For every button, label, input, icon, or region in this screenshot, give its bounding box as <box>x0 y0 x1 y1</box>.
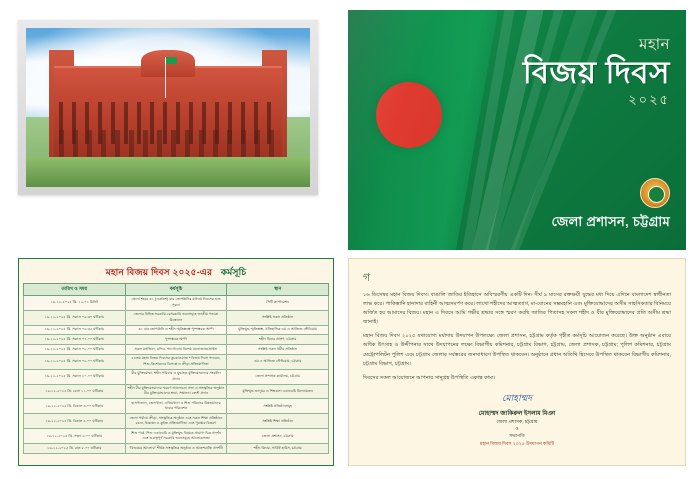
cell-place: এম এ আজিজ স্টেডিয়াম, চট্টগ্রাম <box>227 354 329 369</box>
program-title-text: মহান বিজয় দিবস ২০২৫-এর <box>105 267 213 277</box>
table-row <box>24 414 329 429</box>
cover-admin-label: জেলা প্রশাসন, চট্টগ্রাম <box>551 214 670 229</box>
cell-place: শহীদ মিনার প্রাঙ্গণ, চট্টগ্রাম <box>227 335 329 345</box>
cell-place: জেলা প্রশাসক কার্যালয়, চট্টগ্রাম <box>227 369 329 384</box>
cell-time: ১৬-১২-২০২৫ খ্রি. সকাল ০৯.০০ ঘটিকায় <box>24 354 126 369</box>
message-panel <box>348 258 686 466</box>
cell-time: ১৬-১২-২০২৫ খ্রি. বিকাল ৩.০০ ঘটিকায় <box>24 399 126 414</box>
program-title <box>23 263 329 283</box>
program-title-accent: কর্মসূচি <box>220 267 247 277</box>
government-seal-icon <box>640 178 670 208</box>
table-row <box>24 295 329 310</box>
cell-time: ১৬-১২-২০২৫ খ্রি. সন্ধ্যা ৬.০০ ঘটিকায় <box>24 429 126 444</box>
program-schedule-panel <box>18 258 334 466</box>
table-row <box>24 354 329 369</box>
cell-program: ৫৪তম মহান বিজয় দিবসের কুচকাওয়াজ * বিজয় দিবস প্যারেড, শিশু-কিশোরদের ডিসপ্লে ও ক্রীড়া প্রতিযোগিতা <box>125 354 227 369</box>
cell-place: সংশ্লিষ্ট প্রতিষ্ঠানসমূহ <box>227 399 329 414</box>
cell-place: মুক্তিযুদ্ধ জাদুঘর ও শিল্পকলা একাডেমি মিলনায়তন <box>227 384 329 399</box>
cell-program: সকল মসজিদে, মন্দির, প্যাগোডায় বিশেষ মোনাজাত/প্রার্থনা <box>125 344 227 354</box>
signer-role-conjunction: ও <box>515 425 519 431</box>
table-header-row <box>24 284 329 296</box>
cell-time: ১৬-১২-২০২৫ খ্রি. সকাল ০৭.০০ ঘটিকায় <box>24 335 126 345</box>
signer-role-1: জেলা প্রশাসক, চট্টগ্রাম <box>496 418 538 424</box>
building-arches <box>59 130 277 157</box>
column-header-program: কর্মসূচি <box>125 284 227 296</box>
cell-program: বীর মুক্তিযোদ্ধা, শহীদ পরিবার ও যুদ্ধাহত মুক্তিযোদ্ধাদের সংবর্ধনা প্রদান <box>125 369 227 384</box>
cell-time: ১৬-১২-২০২৫ খ্রি. রাত ৮.০০ ঘটিকায় <box>24 444 126 454</box>
circuit-house-photo <box>26 28 310 187</box>
schedule-table-body <box>24 295 329 453</box>
table-row <box>24 310 329 325</box>
cell-time: ১৬-১২-২০২৫ খ্রি. সকাল ০৬.৩৫ ঘটিকায় <box>24 325 126 335</box>
cell-time: ১৬-১২-২০২৫ খ্রি. সকাল ১০.০০ ঘটিকায় <box>24 369 126 384</box>
signer-role-4: মহান বিজয় দিবস ২০২৫ উদযাপন কমিটি <box>479 440 555 446</box>
cell-place: সিটি কর্পোরেশন <box>227 295 329 310</box>
table-row <box>24 429 329 444</box>
table-row <box>24 384 329 399</box>
cell-time: ১৬-১২-২০২৫ খ্রি. বেলা ১১.০০ ঘটিকায় <box>24 384 126 399</box>
table-row <box>24 335 329 345</box>
flag-pole-icon <box>165 57 166 98</box>
cell-place: সংশ্লিষ্ট শিক্ষা প্রতিষ্ঠান <box>227 414 329 429</box>
cell-place: জেলা প্রশাসন, চট্টগ্রাম <box>227 429 329 444</box>
photo-card <box>18 20 318 195</box>
message-paragraph: দিবসের সকল আয়োজনে আপনার সানুগ্রহ উপস্থিতি একান্ত কাম্য। <box>363 374 496 381</box>
cell-program: জেলা পর্যায়ে ক্রীড়া, সাংস্কৃতিক অনুষ্ঠান এবং সকল শিক্ষা প্রতিষ্ঠানে রচনা, চিত্রাঙ্কন ও কুইজ প্রতিযোগিতা এবং পুরস্কার বিতরণ <box>125 414 227 429</box>
table-row <box>24 369 329 384</box>
cover-title-line1: মহান <box>638 36 670 53</box>
column-header-place: স্থান <box>227 284 329 296</box>
cover-year: ২০২৫ <box>628 91 670 107</box>
cover-panel <box>348 10 686 250</box>
cell-program: শহীদ বীর মুক্তিযোদ্ধাদের স্মরণে আলোচনা সভা ও সাংস্কৃতিক অনুষ্ঠান বীর মুক্তিযোদ্ধাদের শ্রদ্ধা, সম্মাননা ক্রেস্ট প্রদান <box>125 384 227 399</box>
cell-time: ১৬-১২-২০২৫ খ্রি. ১২-০১ মিনিট <box>24 295 126 310</box>
cell-program: হাসপাতাল, জেলখানা, এতিমখানা ও শিশু পরিবারে উন্নতমানের খাবার পরিবেশন <box>125 399 227 414</box>
message-paragraph: ১৬ ডিসেম্বর মহান বিজয় দিবস। বাঙালি জাতির ইতিহাসে অবিস্মরণীয় একটি দিন। দীর্ঘ ৯ মাসের রক্তক্ষয়ী যুদ্ধের মধ্য দিয়ে এদিনে বাংলাদেশ স্বাধীনতা লাভ করে। পাকিস্তানি হানাদার বাহিনী আত্মসমর্পণ করে। লাখো শহীদের আত্মত্যাগ, মা-বোনের সম্ভ্রমহানি এবং মুক্তিযোদ্ধাদের অসীম সাহসিকতার বিনিময়ে অর্জিত হয় আমাদের বিজয়। মহান এ দিবসে আমি গভীর শ্রদ্ধার সঙ্গে স্মরণ করছি জাতির পিতাসহ সকল শহীদ ও বীর মুক্তিযোদ্ধাদের প্রতি অসীম শ্রদ্ধা জানাই। <box>363 292 671 326</box>
message-paragraph: মহান বিজয় দিবস ২০২৫ যথাযোগ্য মর্যাদায় উদযাপন উপলক্ষ্যে জেলা প্রশাসন, চট্টগ্রাম কর্তৃক গৃহীত কর্মসূচি আয়োজন করেছে। উক্ত অনুষ্ঠান এবারে অধিক উৎসাহ ও উদ্দীপনার সাথে উদযাপনের লক্ষ্যে বিভাগীয় কমিশনার, চট্টগ্রাম বিভাগ, চট্টগ্রাম, জেলা প্রশাসক, চট্টগ্রাম; পুলিশ কমিশনার, চট্টগ্রাম মেট্রোপলিটন পুলিশ এবং চট্টগ্রাম জেলার সর্বস্তরের জনসাধারণ উপস্থিত থাকবেন। অনুষ্ঠানে প্রধান অতিথি হিসেবে উপস্থিত থাকবেন বিভাগীয় কমিশনার, চট্টগ্রাম বিভাগ, চট্টগ্রাম। <box>363 333 671 367</box>
cell-time: ১৬-১২-২০২৫ খ্রি. সকাল ০৮.০০ ঘটিকায় <box>24 344 126 354</box>
building-facade <box>54 66 281 158</box>
schedule-table <box>23 283 329 454</box>
signature-block <box>363 391 671 448</box>
bismillah-mark-icon: গ <box>363 272 371 284</box>
message-body <box>363 291 671 383</box>
signer-role-3: সভাপতি <box>509 432 525 438</box>
signer-name: মোহাম্মদ জাকিরুল ইসলাম মিঞা <box>478 410 556 417</box>
table-row <box>24 399 329 414</box>
cell-place: শহীদ মিনার, সার্কিট হাউস, চট্টগ্রাম <box>227 444 329 454</box>
handwritten-signature: মোহাম্মদ <box>501 392 532 403</box>
cell-place: সংশ্লিষ্ট সকল প্রতিষ্ঠান <box>227 310 329 325</box>
cell-time: ১৬-১২-২০২৫ খ্রি. সকাল ০৬.৩০ ঘটিকায় <box>24 310 126 325</box>
cell-program: "বিজয়ের আলোয়" শীর্ষক সাংস্কৃতিক অনুষ্ঠান ও আতশবাজি প্রদর্শনী <box>125 444 227 454</box>
cell-program: জেলার বিভিন্ন সরকারি-বেসরকারি ভবনসমূহে জাতীয় পতাকা উত্তোলন <box>125 310 227 325</box>
column-header-time: তারিখ ও সময় <box>24 284 126 296</box>
cell-place: মুক্তিযুদ্ধ স্মৃতিস্তম্ভ, ঐতিহাসিক এম এ আজিজ স্টেডিয়াম <box>227 325 329 335</box>
cover-title <box>523 36 670 108</box>
table-row <box>24 325 329 335</box>
table-row <box>24 444 329 454</box>
lawn-foreground <box>26 157 310 187</box>
cell-program: পুষ্পস্তবক অর্পণ <box>125 335 227 345</box>
cover-title-line2: বিজয় দিবস <box>522 55 670 91</box>
cover-footer <box>551 178 670 234</box>
cell-program: জেলা শহরে ৩১ (একত্রিশ) বার তোপধ্বনির মাধ্যমে দিবসের শুভ সূচনা <box>125 295 227 310</box>
cell-place: সংশ্লিষ্ট সকল ধর্মীয় প্রতিষ্ঠান <box>227 344 329 354</box>
cell-program: শিশু পার্ক, শিশু একাডেমি ও মুক্তিযুদ্ধ বিষয়ক প্রামাণ্য চিত্র প্রদর্শন এবং গুরুত্বপূর্ণ সরকারি ভবনসমূহে আলোকসজ্জা <box>125 429 227 444</box>
table-row <box>24 344 329 354</box>
cell-time: ১৬-১২-২০২৫ খ্রি. বিকাল ৪.০০ ঘটিকায় <box>24 414 126 429</box>
cell-program: ৩১ বার তোপধ্বনি ও শহীদ স্মৃতিস্তম্ভে পুষ্পস্তবক অর্পণ <box>125 325 227 335</box>
